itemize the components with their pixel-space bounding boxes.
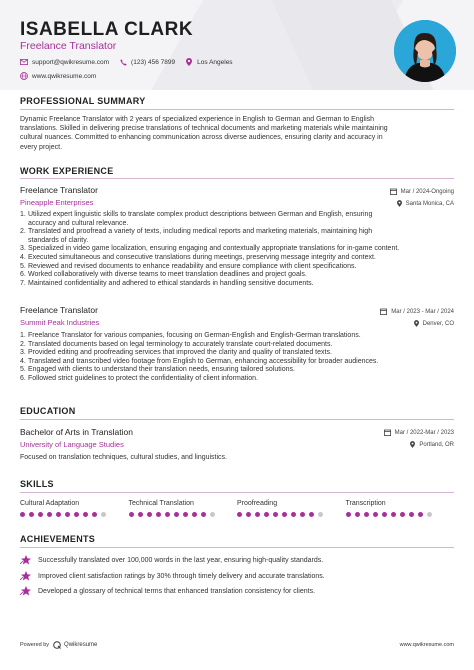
- rating-dot-filled: [373, 512, 378, 517]
- skill-item: [346, 500, 455, 517]
- list-item: 3. Provided editing and proofreading services that improved the clarity and quality of translated texts.: [20, 349, 332, 357]
- rating-dot-filled: [282, 512, 287, 517]
- rating-dot-filled: [291, 512, 296, 517]
- list-item: 2. Translated and proofread a variety of texts, including medical reports and marketing materials, maintaining high: [20, 228, 373, 236]
- summary-line: Dynamic Freelance Translator with 2 years of specialized experience in English to German and German to English: [20, 116, 375, 123]
- rating-dot-filled: [255, 512, 260, 517]
- job-dates: Mar / 2024-Ongoing: [390, 188, 454, 195]
- section-divider: [20, 547, 454, 548]
- rating-dot-filled: [183, 512, 188, 517]
- footer-website[interactable]: www.qwikresume.com: [399, 642, 454, 648]
- rating-dot-empty: [101, 512, 106, 517]
- experience-heading: WORK EXPERIENCE: [20, 166, 114, 176]
- map-pin-icon: [397, 200, 402, 207]
- brand-logo[interactable]: Qwikresume: [53, 641, 97, 649]
- list-item: 2. Translated documents based on legal terminology to accurately translate court-related documents.: [20, 340, 333, 348]
- skill-rating: [237, 512, 346, 517]
- rating-dot-filled: [400, 512, 405, 517]
- summary-line: translations. Skilled in delivering precise translations of technical documents and marketing materials while maintaining: [20, 125, 388, 133]
- summary-line: every project.: [20, 143, 63, 151]
- email-text: support@qwikresume.com: [32, 58, 110, 66]
- skills-list: [20, 500, 454, 517]
- skill-name: Proofreading: [237, 500, 278, 507]
- rating-dot-filled: [65, 512, 70, 517]
- job-location: Denver, CO: [414, 320, 454, 327]
- contact-phone[interactable]: [119, 58, 175, 66]
- rating-dot-filled: [382, 512, 387, 517]
- map-pin-icon: [414, 320, 419, 327]
- rating-dot-empty: [210, 512, 215, 517]
- rating-dot-filled: [355, 512, 360, 517]
- achievement-item: Developed a glossary of technical terms that enhanced translation consistency for clients.: [20, 586, 454, 596]
- phone-icon: [119, 58, 127, 66]
- rating-dot-filled: [201, 512, 206, 517]
- location-text: Los Angeles: [197, 58, 233, 66]
- rating-dot-filled: [346, 512, 351, 517]
- skill-name: Transcription: [345, 500, 386, 507]
- section-divider: [20, 492, 454, 493]
- phone-text: (123) 456 7899: [131, 58, 176, 66]
- rating-dot-filled: [29, 512, 34, 517]
- rating-dot-filled: [237, 512, 242, 517]
- rating-dot-filled: [409, 512, 414, 517]
- job-responsibilities: [20, 332, 454, 384]
- star-icon: [20, 571, 32, 581]
- list-item: 3. Specialized in video game localization, ensuring engaging and contextually appropriate translations for in-game content.: [20, 245, 400, 253]
- achievement-item: Improved client satisfaction ratings by 30% through timely delivery and accurate translations.: [20, 571, 454, 581]
- skill-item: [237, 500, 346, 517]
- list-item: 1. Freelance Translator for various companies, focusing on German-English and English-German translations.: [20, 332, 361, 339]
- job-location: Santa Monica, CA: [397, 200, 454, 207]
- rating-dot-filled: [38, 512, 43, 517]
- rating-dot-filled: [273, 512, 278, 517]
- rating-dot-filled: [83, 512, 88, 517]
- education-location: Portland, OR: [410, 441, 454, 448]
- job-company: Pineapple Enterprises: [20, 198, 94, 207]
- education-dates: Mar / 2022-Mar / 2023: [384, 429, 454, 436]
- job-title: Freelance Translator: [20, 185, 98, 195]
- rating-dot-filled: [156, 512, 161, 517]
- rating-dot-filled: [364, 512, 369, 517]
- job-title: Freelance Translator: [20, 305, 98, 315]
- skill-name: Technical Translation: [128, 500, 194, 507]
- rating-dot-empty: [318, 512, 323, 517]
- section-divider: [20, 419, 454, 420]
- rating-dot-filled: [129, 512, 134, 517]
- job-responsibilities: [20, 211, 454, 288]
- qwikresume-logo-icon: [53, 641, 61, 649]
- achievements-heading: ACHIEVEMENTS: [20, 534, 96, 544]
- rating-dot-filled: [74, 512, 79, 517]
- candidate-name: ISABELLA CLARK: [20, 19, 194, 40]
- list-item: 4. Executed simultaneous and consecutive translations during meetings, preserving message integrity and context.: [20, 253, 376, 261]
- school-name: University of Language Studies: [20, 440, 124, 449]
- rating-dot-filled: [418, 512, 423, 517]
- section-divider: [20, 178, 454, 179]
- skills-heading: SKILLS: [20, 479, 54, 489]
- list-item: 5. Engaged with clients to understand their translation needs, ensuring tailored solutions.: [20, 366, 295, 374]
- rating-dot-filled: [165, 512, 170, 517]
- list-item: 6. Worked collaboratively with diverse teams to meet translation deadlines and project goals.: [20, 271, 307, 279]
- contact-row: [20, 58, 243, 66]
- calendar-icon: [380, 308, 387, 315]
- summary-text: [20, 115, 454, 152]
- candidate-title: Freelance Translator: [20, 40, 117, 52]
- rating-dot-filled: [56, 512, 61, 517]
- rating-dot-filled: [174, 512, 179, 517]
- contact-location: [185, 58, 232, 66]
- list-item: standards of clarity.: [28, 236, 89, 244]
- summary-heading: PROFESSIONAL SUMMARY: [20, 96, 146, 106]
- job-dates: Mar / 2023 - Mar / 2024: [380, 308, 454, 315]
- skill-name: Cultural Adaptation: [20, 500, 80, 507]
- education-heading: EDUCATION: [20, 406, 76, 416]
- list-item: 4. Translated and transcribed video footage from English to German, enhancing accessibility for broader audiences.: [20, 357, 379, 365]
- achievement-item: Successfully translated over 100,000 words in the last year, ensuring high-quality standards.: [20, 555, 454, 565]
- calendar-icon: [384, 429, 391, 436]
- envelope-icon: [20, 58, 28, 66]
- map-pin-icon: [185, 58, 193, 66]
- list-item: 6. Followed strict guidelines to protect the confidentiality of client information.: [20, 374, 258, 382]
- skill-rating: [346, 512, 455, 517]
- list-item: accuracy and cultural relevance.: [28, 219, 129, 227]
- list-item: 5. Reviewed and revised documents to enhance readability and ensure compliance with client specifications.: [20, 262, 357, 270]
- skill-item: [20, 500, 129, 517]
- degree-title: Bachelor of Arts in Translation: [20, 427, 133, 437]
- section-divider: [20, 109, 454, 110]
- rating-dot-empty: [427, 512, 432, 517]
- rating-dot-filled: [92, 512, 97, 517]
- education-description: Focused on translation techniques, cultural studies, and linguistics.: [20, 454, 228, 461]
- rating-dot-filled: [47, 512, 52, 517]
- footer-powered-by: Powered by Qwikresume: [20, 642, 98, 648]
- list-item: 1. Utilized expert linguistic skills to translate complex product descriptions between German and English, ensuring: [20, 211, 373, 218]
- rating-dot-filled: [192, 512, 197, 517]
- avatar: [394, 20, 456, 82]
- globe-icon: [20, 72, 28, 80]
- calendar-icon: [390, 188, 397, 195]
- rating-dot-filled: [20, 512, 25, 517]
- contact-website[interactable]: [20, 72, 96, 80]
- skill-rating: [20, 512, 129, 517]
- contact-row-2: [20, 72, 106, 80]
- contact-email[interactable]: [20, 58, 109, 66]
- website-text: www.qwikresume.com: [32, 72, 97, 80]
- map-pin-icon: [410, 441, 415, 448]
- rating-dot-filled: [147, 512, 152, 517]
- skill-item: [129, 500, 238, 517]
- star-icon: [20, 586, 32, 596]
- job-company: Summit Peak Industries: [20, 318, 100, 327]
- rating-dot-filled: [246, 512, 251, 517]
- rating-dot-filled: [138, 512, 143, 517]
- rating-dot-filled: [300, 512, 305, 517]
- rating-dot-filled: [264, 512, 269, 517]
- star-icon: [20, 555, 32, 565]
- rating-dot-filled: [309, 512, 314, 517]
- summary-line: cultural nuances. Committed to enhancing communication across diverse audiences, ensuring clarity and accuracy in: [20, 134, 383, 142]
- rating-dot-filled: [391, 512, 396, 517]
- list-item: 7. Maintained confidentiality and adhered to ethical standards in handling sensitive documents.: [20, 279, 314, 287]
- skill-rating: [129, 512, 238, 517]
